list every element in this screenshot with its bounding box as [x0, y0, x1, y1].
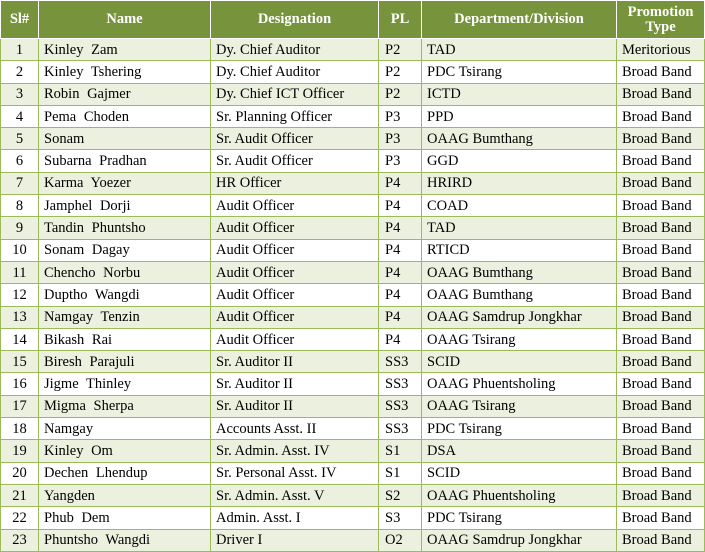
cell-promotion-type: Broad Band [617, 195, 705, 217]
table-row [1, 306, 705, 328]
cell-sl: 14 [1, 328, 39, 350]
cell-pl: P3 [379, 105, 422, 127]
cell-promotion-type: Broad Band [617, 306, 705, 328]
cell-designation: Audit Officer [211, 284, 379, 306]
cell-pl: SS3 [379, 351, 422, 373]
cell-sl: 20 [1, 462, 39, 484]
cell-promotion-type: Broad Band [617, 172, 705, 194]
table-row [1, 217, 705, 239]
cell-name: Namgay Tenzin [39, 306, 211, 328]
header-sl: Sl# [1, 1, 39, 39]
cell-pl: P2 [379, 83, 422, 105]
cell-designation: Sr. Audit Officer [211, 128, 379, 150]
table-row [1, 418, 705, 440]
table-row [1, 128, 705, 150]
cell-designation: Dy. Chief ICT Officer [211, 83, 379, 105]
cell-designation: Sr. Admin. Asst. IV [211, 440, 379, 462]
cell-designation: Dy. Chief Auditor [211, 39, 379, 61]
cell-designation: Sr. Audit Officer [211, 150, 379, 172]
table-row [1, 351, 705, 373]
cell-promotion-type: Broad Band [617, 418, 705, 440]
cell-sl: 17 [1, 395, 39, 417]
cell-department: COAD [422, 195, 617, 217]
cell-sl: 4 [1, 105, 39, 127]
cell-designation: Accounts Asst. II [211, 418, 379, 440]
cell-name: Kinley Zam [39, 39, 211, 61]
cell-department: ICTD [422, 83, 617, 105]
cell-sl: 19 [1, 440, 39, 462]
cell-department: OAAG Tsirang [422, 328, 617, 350]
cell-sl: 1 [1, 39, 39, 61]
cell-name: Jigme Thinley [39, 373, 211, 395]
cell-department: OAAG Samdrup Jongkhar [422, 529, 617, 551]
cell-department: RTICD [422, 239, 617, 261]
cell-department: PDC Tsirang [422, 61, 617, 83]
cell-name: Kinley Om [39, 440, 211, 462]
cell-pl: P3 [379, 128, 422, 150]
table-row [1, 328, 705, 350]
cell-name: Jamphel Dorji [39, 195, 211, 217]
cell-promotion-type: Broad Band [617, 373, 705, 395]
cell-pl: P4 [379, 195, 422, 217]
cell-department: SCID [422, 351, 617, 373]
cell-designation: Admin. Asst. I [211, 507, 379, 529]
cell-sl: 23 [1, 529, 39, 551]
cell-sl: 18 [1, 418, 39, 440]
cell-pl: S1 [379, 462, 422, 484]
cell-name: Phuntsho Wangdi [39, 529, 211, 551]
cell-designation: Sr. Auditor II [211, 351, 379, 373]
cell-pl: P4 [379, 261, 422, 283]
cell-pl: O2 [379, 529, 422, 551]
table-row [1, 529, 705, 551]
cell-name: Karma Yoezer [39, 172, 211, 194]
cell-pl: P4 [379, 306, 422, 328]
cell-sl: 21 [1, 484, 39, 506]
cell-sl: 12 [1, 284, 39, 306]
cell-designation: Audit Officer [211, 217, 379, 239]
cell-designation: Sr. Personal Asst. IV [211, 462, 379, 484]
cell-name: Phub Dem [39, 507, 211, 529]
cell-department: DSA [422, 440, 617, 462]
cell-promotion-type: Broad Band [617, 217, 705, 239]
cell-designation: Audit Officer [211, 239, 379, 261]
cell-sl: 11 [1, 261, 39, 283]
cell-sl: 8 [1, 195, 39, 217]
cell-sl: 2 [1, 61, 39, 83]
header-name: Name [39, 1, 211, 39]
cell-pl: S2 [379, 484, 422, 506]
cell-pl: P4 [379, 284, 422, 306]
cell-pl: P2 [379, 39, 422, 61]
cell-sl: 9 [1, 217, 39, 239]
cell-department: HRIRD [422, 172, 617, 194]
cell-department: OAAG Bumthang [422, 261, 617, 283]
cell-designation: Sr. Planning Officer [211, 105, 379, 127]
cell-designation: HR Officer [211, 172, 379, 194]
cell-sl: 22 [1, 507, 39, 529]
cell-promotion-type: Broad Band [617, 261, 705, 283]
cell-department: OAAG Samdrup Jongkhar [422, 306, 617, 328]
cell-pl: P2 [379, 61, 422, 83]
cell-department: OAAG Tsirang [422, 395, 617, 417]
table-row [1, 373, 705, 395]
cell-sl: 10 [1, 239, 39, 261]
cell-promotion-type: Broad Band [617, 462, 705, 484]
cell-promotion-type: Broad Band [617, 484, 705, 506]
table-row [1, 484, 705, 506]
table-row [1, 395, 705, 417]
cell-pl: P4 [379, 172, 422, 194]
header-pl: PL [379, 1, 422, 39]
cell-name: Dechen Lhendup [39, 462, 211, 484]
cell-department: OAAG Phuentsholing [422, 484, 617, 506]
cell-designation: Sr. Auditor II [211, 373, 379, 395]
cell-promotion-type: Meritorious [617, 39, 705, 61]
cell-pl: SS3 [379, 395, 422, 417]
cell-promotion-type: Broad Band [617, 128, 705, 150]
cell-name: Kinley Tshering [39, 61, 211, 83]
cell-sl: 3 [1, 83, 39, 105]
cell-promotion-type: Broad Band [617, 105, 705, 127]
table-row [1, 150, 705, 172]
cell-designation: Audit Officer [211, 261, 379, 283]
cell-promotion-type: Broad Band [617, 239, 705, 261]
table-row [1, 172, 705, 194]
cell-sl: 5 [1, 128, 39, 150]
table-header [1, 1, 705, 39]
table-row [1, 284, 705, 306]
cell-pl: P4 [379, 217, 422, 239]
cell-name: Sonam [39, 128, 211, 150]
header-row [1, 1, 705, 39]
cell-sl: 16 [1, 373, 39, 395]
cell-department: GGD [422, 150, 617, 172]
cell-promotion-type: Broad Band [617, 61, 705, 83]
cell-name: Robin Gajmer [39, 83, 211, 105]
table-row [1, 39, 705, 61]
table-row [1, 239, 705, 261]
cell-department: OAAG Phuentsholing [422, 373, 617, 395]
cell-pl: S1 [379, 440, 422, 462]
cell-pl: SS3 [379, 373, 422, 395]
cell-promotion-type: Broad Band [617, 284, 705, 306]
cell-name: Sonam Dagay [39, 239, 211, 261]
cell-name: Tandin Phuntsho [39, 217, 211, 239]
cell-promotion-type: Broad Band [617, 351, 705, 373]
cell-name: Chencho Norbu [39, 261, 211, 283]
cell-name: Biresh Parajuli [39, 351, 211, 373]
cell-name: Bikash Rai [39, 328, 211, 350]
cell-designation: Sr. Admin. Asst. V [211, 484, 379, 506]
cell-designation: Audit Officer [211, 195, 379, 217]
cell-promotion-type: Broad Band [617, 83, 705, 105]
cell-promotion-type: Broad Band [617, 507, 705, 529]
cell-pl: SS3 [379, 418, 422, 440]
cell-department: PDC Tsirang [422, 418, 617, 440]
cell-sl: 15 [1, 351, 39, 373]
cell-sl: 6 [1, 150, 39, 172]
cell-department: PPD [422, 105, 617, 127]
cell-pl: S3 [379, 507, 422, 529]
cell-department: OAAG Bumthang [422, 128, 617, 150]
cell-department: SCID [422, 462, 617, 484]
cell-name: Duptho Wangdi [39, 284, 211, 306]
cell-designation: Sr. Auditor II [211, 395, 379, 417]
cell-designation: Driver I [211, 529, 379, 551]
cell-department: PDC Tsirang [422, 507, 617, 529]
cell-department: TAD [422, 217, 617, 239]
cell-promotion-type: Broad Band [617, 529, 705, 551]
cell-sl: 13 [1, 306, 39, 328]
cell-promotion-type: Broad Band [617, 440, 705, 462]
cell-name: Pema Choden [39, 105, 211, 127]
cell-department: OAAG Bumthang [422, 284, 617, 306]
cell-designation: Dy. Chief Auditor [211, 61, 379, 83]
cell-pl: P3 [379, 150, 422, 172]
header-designation: Designation [211, 1, 379, 39]
cell-designation: Audit Officer [211, 328, 379, 350]
table-body [1, 39, 705, 552]
cell-department: TAD [422, 39, 617, 61]
header-department: Department/Division [422, 1, 617, 39]
cell-designation: Audit Officer [211, 306, 379, 328]
cell-name: Namgay [39, 418, 211, 440]
table-row [1, 440, 705, 462]
table-row [1, 83, 705, 105]
table-row [1, 105, 705, 127]
cell-promotion-type: Broad Band [617, 395, 705, 417]
table-row [1, 261, 705, 283]
cell-pl: P4 [379, 239, 422, 261]
header-promotion-type: Promotion Type [617, 1, 705, 39]
table-row [1, 61, 705, 83]
cell-promotion-type: Broad Band [617, 328, 705, 350]
cell-name: Yangden [39, 484, 211, 506]
table-row [1, 507, 705, 529]
cell-name: Migma Sherpa [39, 395, 211, 417]
table-row [1, 462, 705, 484]
cell-promotion-type: Broad Band [617, 150, 705, 172]
cell-name: Subarna Pradhan [39, 150, 211, 172]
table-row [1, 195, 705, 217]
cell-pl: P4 [379, 328, 422, 350]
cell-sl: 7 [1, 172, 39, 194]
